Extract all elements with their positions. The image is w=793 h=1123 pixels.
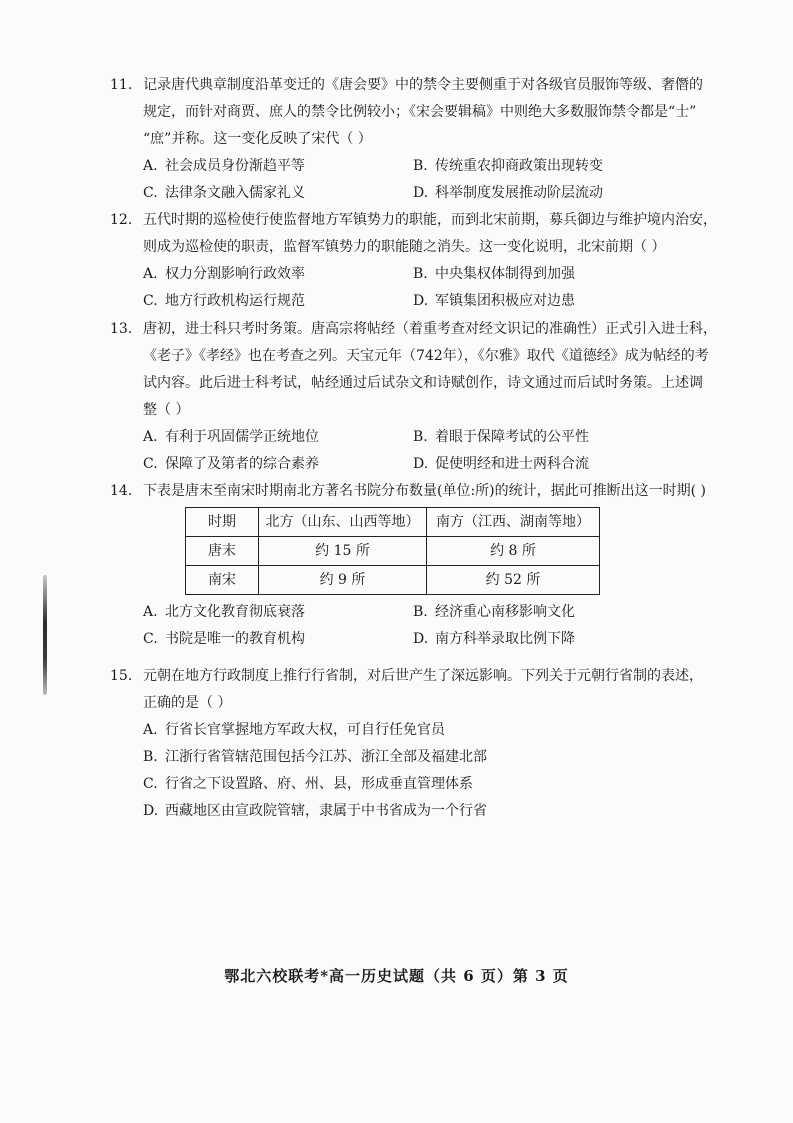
question-11 xyxy=(110,72,703,207)
question-stem xyxy=(143,663,703,717)
bookshop-distribution-table xyxy=(185,507,600,595)
table-header-row xyxy=(186,508,600,537)
option-b[interactable] xyxy=(413,261,575,288)
option-letter: A. xyxy=(143,429,158,445)
option-letter: C. xyxy=(143,456,158,472)
options xyxy=(143,717,688,825)
option-c[interactable] xyxy=(143,288,413,315)
table-cell: 南宋 xyxy=(186,566,259,595)
option-letter: A. xyxy=(143,722,158,738)
option-d[interactable] xyxy=(413,180,603,207)
table-cell: 唐末 xyxy=(186,537,259,566)
option-c[interactable] xyxy=(143,771,688,798)
option-text: 行省长官掌握地方军政大权，可自行任免官员 xyxy=(165,722,445,738)
table-cell: 约 52 所 xyxy=(427,566,600,595)
option-text: 江浙行省管辖范围包括今江苏、浙江全部及福建北部 xyxy=(165,749,487,765)
question-14 xyxy=(110,478,707,653)
option-text: 书院是唯一的教育机构 xyxy=(165,631,305,647)
question-12 xyxy=(110,207,717,315)
option-letter: D. xyxy=(413,185,429,201)
table-row xyxy=(186,566,600,595)
table-cell: 约 15 所 xyxy=(259,537,427,566)
question-stem xyxy=(143,478,707,505)
option-b[interactable] xyxy=(413,599,575,626)
option-text: 南方科举录取比例下降 xyxy=(435,631,575,647)
option-letter: B. xyxy=(413,604,428,620)
option-d[interactable] xyxy=(413,288,575,315)
option-letter: C. xyxy=(143,776,158,792)
option-a[interactable] xyxy=(143,261,413,288)
stem-line: 记录唐代典章制度沿革变迁的《唐会要》中的禁令主要侧重于对各级官员服饰等级、奢僭的 xyxy=(143,77,703,93)
option-letter: D. xyxy=(413,293,429,309)
option-b[interactable] xyxy=(413,424,589,451)
question-number: 15. xyxy=(110,668,133,684)
table-header-cell: 北方（山东、山西等地） xyxy=(259,508,427,537)
option-b[interactable] xyxy=(413,153,603,180)
question-stem xyxy=(143,316,717,424)
option-text: 行省之下设置路、府、州、县，形成垂直管理体系 xyxy=(165,776,473,792)
option-letter: B. xyxy=(413,266,428,282)
option-letter: D. xyxy=(413,631,429,647)
option-letter: B. xyxy=(413,429,428,445)
stem-line: 试内容。此后进士科考试，帖经通过后试杂文和诗赋创作，诗文通过而后试时务策。上述调 xyxy=(143,375,703,391)
option-text: 北方文化教育彻底衰落 xyxy=(165,604,305,620)
question-stem xyxy=(143,207,717,261)
stem-line: “庶”并称。这一变化反映了宋代（ ） xyxy=(143,131,372,147)
table-cell: 约 9 所 xyxy=(259,566,427,595)
question-number: 13. xyxy=(110,321,133,337)
page-footer: 鄂北六校联考*高一历史试题（共 6 页）第 3 页 xyxy=(224,967,569,985)
question-13 xyxy=(110,316,717,478)
options xyxy=(143,261,688,315)
stem-line: 五代时期的巡检使行使监督地方军镇势力的职能，而到北宋前期，募兵御边与维护境内治安， xyxy=(143,212,717,228)
stem-line: 元朝在地方行政制度上推行行省制，对后世产生了深远影响。下列关于元朝行省制的表述， xyxy=(143,668,703,684)
option-d[interactable] xyxy=(143,798,688,825)
option-a[interactable] xyxy=(143,599,413,626)
option-text: 社会成员身份渐趋平等 xyxy=(165,158,305,174)
option-text: 中央集权体制得到加强 xyxy=(435,266,575,282)
option-letter: C. xyxy=(143,631,158,647)
option-letter: B. xyxy=(143,749,158,765)
question-stem xyxy=(143,72,703,153)
option-a[interactable] xyxy=(143,424,413,451)
question-number: 12. xyxy=(110,212,133,228)
stem-line: 则成为巡检使的职责，监督军镇势力的职能随之消失。这一变化说明，北宋前期（ ） xyxy=(143,239,666,255)
table-header-cell: 南方（江西、湖南等地） xyxy=(427,508,600,537)
option-text: 保障了及第者的综合素养 xyxy=(165,456,319,472)
option-text: 权力分割影响行政效率 xyxy=(165,266,305,282)
option-a[interactable] xyxy=(143,717,688,744)
option-c[interactable] xyxy=(143,451,413,478)
option-letter: A. xyxy=(143,158,158,174)
option-text: 军镇集团积极应对边患 xyxy=(435,293,575,309)
option-letter: D. xyxy=(143,803,159,819)
option-text: 传统重农抑商政策出现转变 xyxy=(435,158,603,174)
option-letter: A. xyxy=(143,266,158,282)
option-text: 科举制度发展推动阶层流动 xyxy=(435,185,603,201)
option-a[interactable] xyxy=(143,153,413,180)
option-letter: C. xyxy=(143,293,158,309)
question-number: 14. xyxy=(110,483,133,499)
option-d[interactable] xyxy=(413,626,575,653)
stem-line: 整（ ） xyxy=(143,402,190,418)
option-b[interactable] xyxy=(143,744,688,771)
question-number: 11. xyxy=(110,77,133,93)
option-text: 着眼于保障考试的公平性 xyxy=(435,429,589,445)
option-text: 有利于巩固儒学正统地位 xyxy=(165,429,319,445)
table-header-cell: 时期 xyxy=(186,508,259,537)
option-letter: A. xyxy=(143,604,158,620)
table-row xyxy=(186,537,600,566)
stem-line: 《老子》《孝经》也在考查之列。天宝元年（742年），《尔雅》取代《道德经》成为帖经的考 xyxy=(143,348,709,364)
stem-line: 下表是唐末至南宋时期南北方著名书院分布数量(单位:所)的统计，据此可推断出这一时期( ) xyxy=(143,483,707,499)
stem-line: 规定，而针对商贾、庶人的禁令比例较小；《宋会要辑稿》中则绝大多数服饰禁令都是“士” xyxy=(143,104,697,120)
options xyxy=(143,599,688,653)
scan-artifact-mark xyxy=(43,575,47,695)
table-cell: 约 8 所 xyxy=(427,537,600,566)
stem-line: 唐初，进士科只考时务策。唐高宗将帖经（着重考查对经文识记的准确性）正式引入进士科， xyxy=(143,321,717,337)
options xyxy=(143,424,688,478)
option-text: 经济重心南移影响文化 xyxy=(435,604,575,620)
option-text: 西藏地区由宣政院管辖，隶属于中书省成为一个行省 xyxy=(165,803,487,819)
option-text: 法律条文融入儒家礼义 xyxy=(165,185,305,201)
option-c[interactable] xyxy=(143,626,413,653)
option-c[interactable] xyxy=(143,180,413,207)
option-letter: C. xyxy=(143,185,158,201)
option-letter: D. xyxy=(413,456,429,472)
option-d[interactable] xyxy=(413,451,589,478)
question-15 xyxy=(110,663,703,825)
stem-line: 正确的是（ ） xyxy=(143,695,232,711)
options xyxy=(143,153,688,207)
option-letter: B. xyxy=(413,158,428,174)
option-text: 促使明经和进士两科合流 xyxy=(435,456,589,472)
option-text: 地方行政机构运行规范 xyxy=(165,293,305,309)
